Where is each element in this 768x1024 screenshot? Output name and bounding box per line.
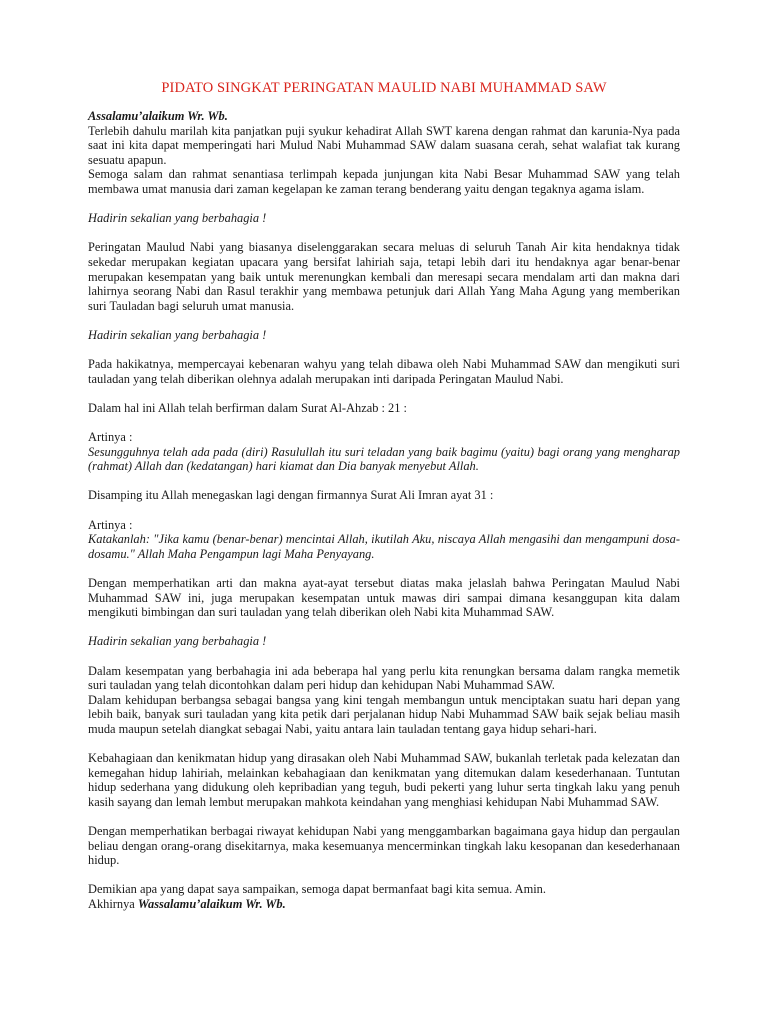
- hadirin-heading-2: Hadirin sekalian yang berbahagia !: [88, 327, 267, 342]
- quote-ali-imran: Katakanlah: "Jika kamu (benar-benar) mencintai Allah, ikutilah Aku, niscaya Allah mengasihi dan mengampuni dosa-dosamu." Allah Maha Pengampun lagi Maha Penyayang.: [88, 532, 680, 561]
- closing-line: [88, 897, 680, 912]
- quote-al-ahzab: Sesungguhnya telah ada pada (diri) Rasulullah itu suri teladan yang baik bagimu (yaitu) bagi orang yang mengharap (rahmat) Allah dan (kedatangan) hari kiamat dan Dia banyak menyebut Allah.: [88, 444, 680, 474]
- paragraph-salam: Semoga salam dan rahmat senantiasa terlimpah kepada junjungan kita Nabi Besar Muhammad SAW yang telah membawa umat manusia dari zaman kegelapan ke zaman terang benderang yaitu dengan tegaknya agama islam.: [88, 167, 680, 196]
- paragraph-penutup: Demikian apa yang dapat saya sampaikan, semoga dapat bermanfaat bagi kita semua. Amin.: [88, 882, 546, 897]
- paragraph-ali-imran: Disamping itu Allah menegaskan lagi dengan firmannya Surat Ali Imran ayat 31 :: [88, 488, 494, 503]
- document-title: PIDATO SINGKAT PERINGATAN MAULID NABI MUHAMMAD SAW: [161, 80, 607, 96]
- paragraph-makna: Dengan memperhatikan arti dan makna ayat-ayat tersebut diatas maka jelaslah bahwa Peringatan Maulud Nabi Muhammad SAW ini, juga merupakan kesempatan untuk mawas diri sampai dimana kesanggupan kita dalam mengikuti bimbingan dan suri tauladan yang telah diberikan oleh Nabi kita Muhammad SAW.: [88, 576, 680, 620]
- paragraph-kebahagiaan: Kebahagiaan dan kenikmatan hidup yang dirasakan oleh Nabi Muhammad SAW, bukanlah terletak pada kelezatan dan kemegahan hidup lahiriah, melainkan kebahagiaan dan kenikmatan yang ditemukan dalam kesederhanaan. Tuntutan hidup sederhana yang didukung oleh kepribadian yang teguh, budi pekerti yang luhur serta tingkah laku yang penuh kasih sayang dan lemah lembut merupakan mahkota keindahan yang menghiasi kehidupan Nabi Muhammad SAW.: [88, 751, 680, 809]
- paragraph-kesempatan: Dalam kesempatan yang berbahagia ini ada beberapa hal yang perlu kita renungkan bersama dalam rangka memetik suri tauladan yang telah dicontohkan dalam peri hidup dan kehidupan Nabi Muhammad SAW.: [88, 663, 680, 693]
- paragraph-opening: Terlebih dahulu marilah kita panjatkan puji syukur kehadirat Allah SWT karena dengan rahmat dan karunia-Nya pada saat ini kita dapat memperingati hari Mulud Nabi Muhammad SAW dalam suasana cerah, sehat walafiat tak kurang sesuatu apapun.: [88, 123, 680, 167]
- artinya-label-2: Artinya :: [88, 517, 133, 532]
- artinya-label-1: Artinya :: [88, 430, 133, 445]
- hadirin-heading-1: Hadirin sekalian yang berbahagia !: [88, 211, 267, 226]
- closing-salam: Wassalamu’alaikum Wr. Wb.: [137, 897, 286, 912]
- greeting: Assalamu’alaikum Wr. Wb.: [88, 109, 228, 123]
- document-body: [88, 109, 680, 912]
- paragraph-berbangsa: Dalam kehidupan berbangsa sebagai bangsa yang kini tengah membangun untuk menciptakan suatu hari depan yang lebih baik, banyak suri tauladan yang kita petik dari perjalanan hidup Nabi Muhammad SAW baik sejak beliau masih muda maupun setelah diangkat sebagai Nabi, yaitu antara lain tauladan tentang gaya hidup sehari-hari.: [88, 692, 680, 736]
- paragraph-hakikat: Pada hakikatnya, mempercayai kebenaran wahyu yang telah dibawa oleh Nabi Muhammad SAW dan mengikuti suri tauladan yang telah diberikan olehnya adalah merupakan inti daripada Peringatan Maulud Nabi.: [88, 357, 680, 386]
- paragraph-peringatan: Peringatan Maulud Nabi yang biasanya diselenggarakan secara meluas di seluruh Tanah Air kita hendaknya tidak sekedar merupakan kegiatan upacara yang bersifat lahiriah saja, tetapi lebih dari itu hendaknya agar benar-benar merupakan kesempatan yang baik untuk merenungkan kembali dan meresapi secara mendalam arti dan makna dari lahirnya seorang Nabi dan Rasul terakhir yang membawa petunjuk dari Allah Yang Maha Agung yang memberikan suri Tauladan bagi seluruh umat manusia.: [88, 240, 680, 313]
- paragraph-riwayat: Dengan memperhatikan berbagai riwayat kehidupan Nabi yang menggambarkan bagaimana gaya hidup dan pergaulan beliau dengan orang-orang disekitarnya, maka kesemuanya mencerminkan tingkah laku kesopanan dan kesederhanaan hidup.: [88, 824, 680, 868]
- paragraph-al-ahzab: Dalam hal ini Allah telah berfirman dalam Surat Al-Ahzab : 21 :: [88, 400, 407, 415]
- hadirin-heading-3: Hadirin sekalian yang berbahagia !: [88, 634, 267, 649]
- closing-prefix: Akhirnya: [88, 897, 138, 912]
